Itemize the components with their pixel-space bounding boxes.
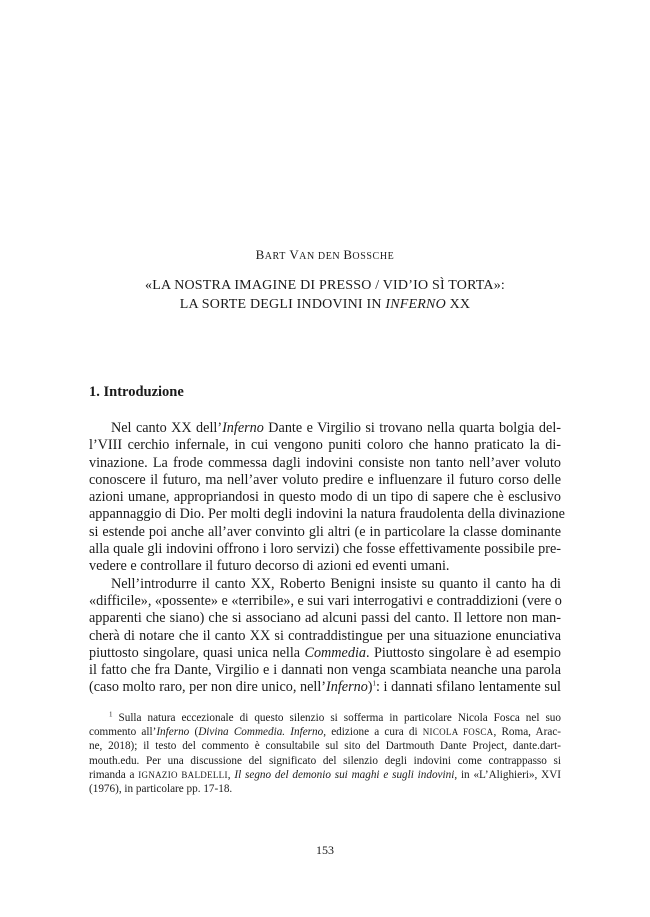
footnote-line: rimanda a IGNAZIO BALDELLI, Il segno del demonio sui maghi e sugli indovini, in «L’Alighieri», XVI [89, 768, 562, 781]
body-line: Nel canto XX dell’Inferno Dante e Virgilio si trovano nella quarta bolgia del- [111, 420, 561, 436]
footnote-line: (1976), in particolare pp. 17-18. [89, 782, 233, 795]
footnote-line: ne, 2018); il testo del commento è consultabile sul sito del Dartmouth Dante Project, dante.dart- [89, 740, 561, 753]
page-number: 153 [316, 843, 334, 857]
author-name: BART VAN DEN BOSSCHE [255, 247, 395, 262]
footnote-line: commento all’Inferno (Divina Commedia. Inferno, edizione a cura di NICOLA FOSCA, Roma, Arac- [89, 726, 562, 739]
body-line: apparenti che siano) che si associano ad alcuni passi del canto. Il lettore non man- [89, 610, 561, 627]
body-line: conoscere il futuro, ma nell’aver voluto predire e influenzare il futuro corso delle [89, 471, 561, 488]
section-heading: 1. Introduzione [89, 384, 184, 400]
body-line: si estende poi anche all’aver convinto gli altri (e in particolare la classe dominante [89, 523, 561, 540]
footnote [89, 711, 561, 796]
body-line: cherà di notare che il canto XX si contraddistingue per una situazione enunciativa [89, 627, 561, 644]
body-line: vedere e controllare il futuro decorso di azioni ed eventi umani. [89, 558, 450, 575]
body-line: l’VIII cerchio infernale, in cui vengono puniti coloro che hanno praticato la di- [89, 437, 561, 454]
body-line: piuttosto singolare, quasi unica nella Commedia. Piuttosto singolare è ad esempio [89, 644, 561, 661]
body-line: alla quale gli indovini offrono i loro servizi) che fosse effettivamente possibile pre- [89, 541, 561, 558]
body-line: «difficile», «possente» e «terribile», e sui vari interrogativi e contraddizioni (vere o [89, 592, 562, 609]
footnote-line: mouth.edu. Per una discussione del significato del silenzio degli indovini come contrappasso si [89, 754, 561, 767]
body-line: il fatto che fra Dante, Virgilio e i dannati non venga scambiata neanche una parola [89, 662, 561, 679]
footnote-line: $^1$ Sulla natura eccezionale di questo silenzio si sofferma in particolare Nicola Fosca nel suo [109, 710, 561, 724]
body-line: vinazione. La frode commessa dagli indovini consiste non tanto nell’aver voluto [89, 454, 561, 471]
body-text [89, 420, 565, 697]
article-title [60, 276, 590, 314]
footnote-mark: 1 [109, 710, 113, 719]
title-line-2: LA SORTE DEGLI INDOVINI IN INFERNO XX [179, 297, 471, 312]
body-line: Nell’introdurre il canto XX, Roberto Benigni insiste su quanto il canto ha di [111, 575, 561, 592]
footnote-reference[interactable]: 1 [372, 679, 377, 688]
title-line-1: «LA NOSTRA IMAGINE DI PRESSO / VID’IO SÌ TORTA»: [145, 278, 505, 293]
body-line: azioni umane, appropriandosi in questo modo di un tipo di sapere che è esclusivo [89, 489, 561, 506]
body-line: (caso molto raro, per non dire unico, nell’Inferno)$^1$: i dannati sfilano lentamente sul [89, 679, 561, 696]
body-line: appannaggio di Dio. Per molti degli indovini la natura fraudolenta della divinazione [89, 506, 565, 523]
